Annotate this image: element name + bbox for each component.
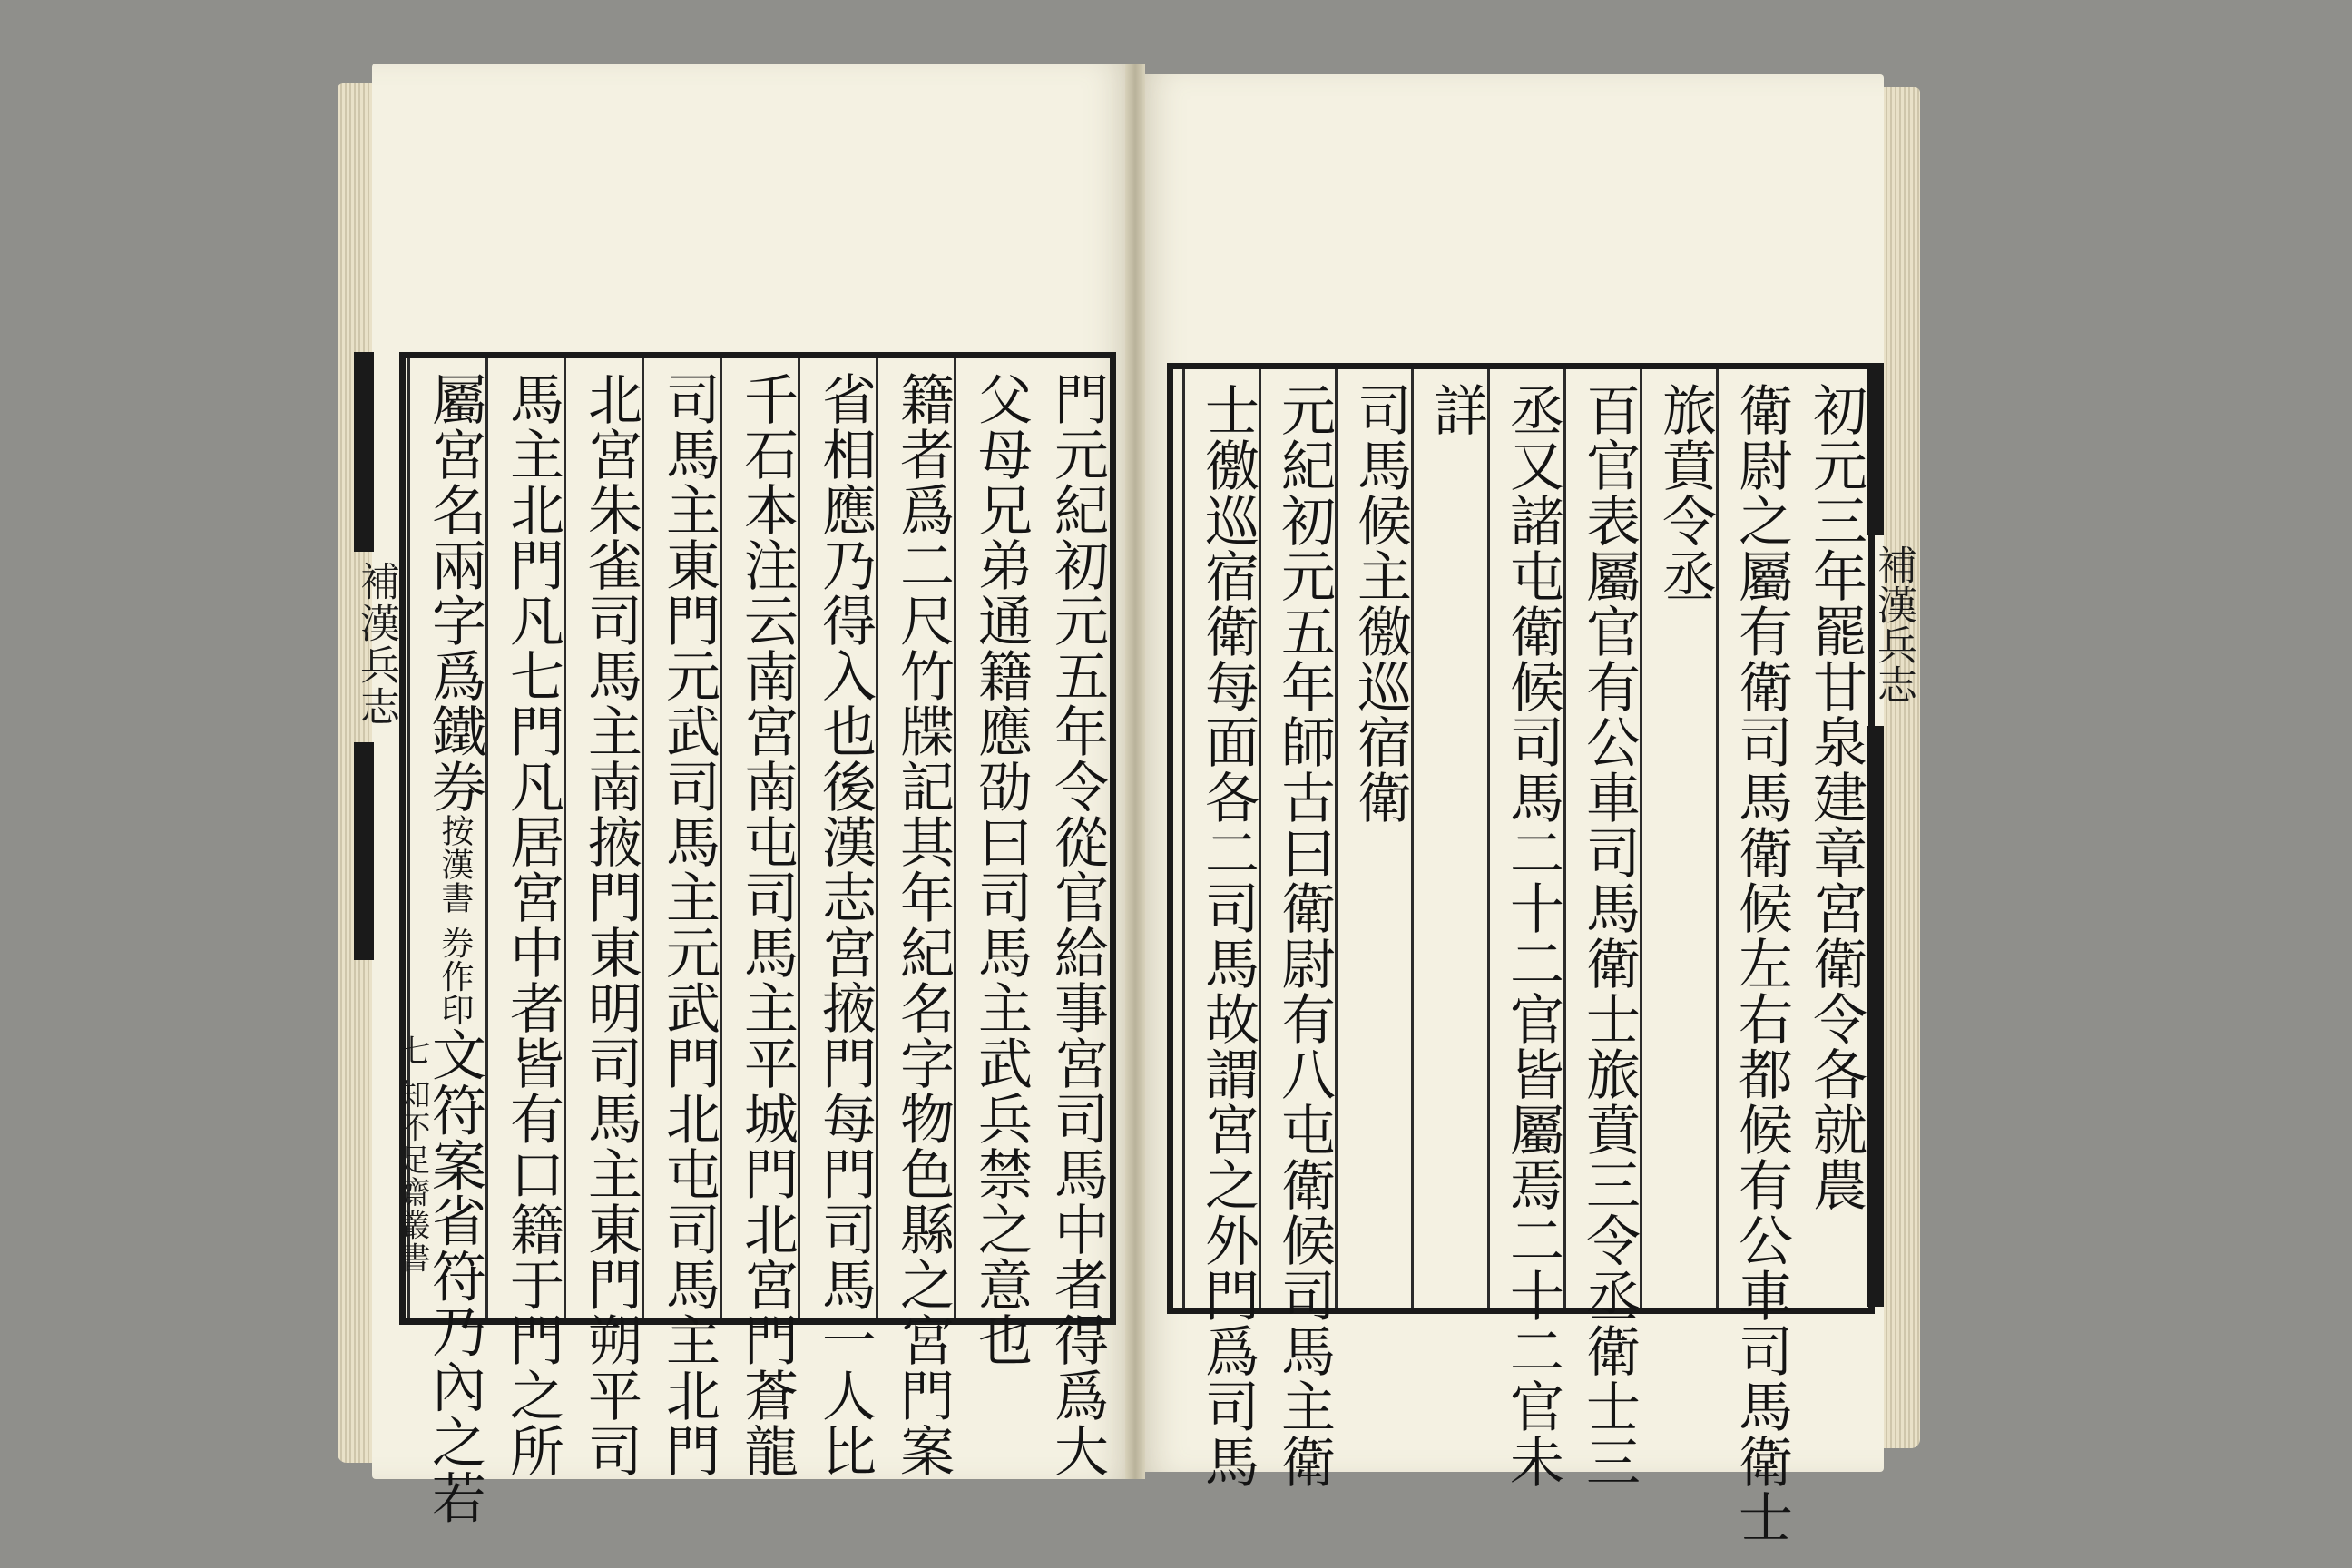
left-text-frame	[399, 352, 1116, 1525]
left-column-8: 馬主北門凡七門凡居宮中者皆有口籍于門之所	[485, 358, 560, 1318]
left-column-2: 父母兄弟通籍應劭曰司馬主武兵禁之意也	[954, 358, 1028, 1318]
left-column-3: 籍者爲二尺竹牒記其年紀名字物色縣之宮門案	[876, 358, 950, 1318]
left-column-1: 門元紀初元五年令從官給事宮司馬中者得爲大	[1045, 371, 1109, 1478]
right-column-7: 司馬候主徼巡宿衛	[1335, 369, 1407, 1308]
right-column-9: 士徼巡宿衛每面各二司馬故謂宮之外門爲司馬	[1182, 369, 1255, 1308]
annotation-note	[436, 814, 474, 1027]
book-gutter	[1125, 64, 1145, 1479]
left-column-5: 千石本注云南宮南屯司馬主平城門北宮門蒼龍	[720, 358, 794, 1318]
fold-title: 補漢兵志	[353, 561, 399, 728]
publisher-label: 知不足齋叢書	[394, 1078, 430, 1275]
right-fold-black-bar-top	[1867, 363, 1884, 535]
left-column-4: 省相應乃得入也後漢志宮掖門每門司馬一人比	[798, 358, 872, 1318]
page-number: 七	[394, 1034, 430, 1067]
right-text-frame	[1167, 363, 1875, 1544]
right-column-6: 詳	[1411, 369, 1484, 1308]
right-column-5: 丞又諸屯衛候司馬二十二官皆屬焉二十二官未	[1487, 369, 1560, 1308]
right-column-8: 元紀初元五年師古曰衛尉有八屯衛候司馬主衛	[1259, 369, 1331, 1308]
fold-black-bar-bottom	[354, 742, 374, 960]
right-fold-title: 補漢兵志	[1870, 544, 1916, 704]
right-column-3: 旅賁令丞	[1640, 369, 1712, 1308]
right-column-1: 初元三年罷甘泉建章宮衛令各就農	[1804, 382, 1867, 1212]
left-column-9-main-top: 屬宮名兩字爲鐵券	[423, 371, 486, 814]
annotation-note-line-2: 券作印	[436, 926, 474, 1027]
left-margin-label	[390, 1034, 430, 1325]
right-column-2: 衛尉之屬有衛司馬衛候左右都候有公車司馬衛士	[1716, 369, 1788, 1308]
left-column-7: 北宮朱雀司馬主南掖門東明司馬主東門朔平司	[564, 358, 638, 1318]
annotation-note-line-1: 按漢書	[436, 814, 474, 915]
left-column-6: 司馬主東門元武司馬主元武門北屯司馬主北門	[642, 358, 716, 1318]
right-column-4: 百官表屬官有公車司馬衛士旅賁三令丞衛士三	[1563, 369, 1636, 1308]
left-column-9-main-bottom: 文符案省符乃內之若	[423, 1026, 486, 1525]
fold-black-bar-top	[354, 352, 374, 552]
right-fold-black-bar-bottom	[1867, 726, 1884, 1307]
